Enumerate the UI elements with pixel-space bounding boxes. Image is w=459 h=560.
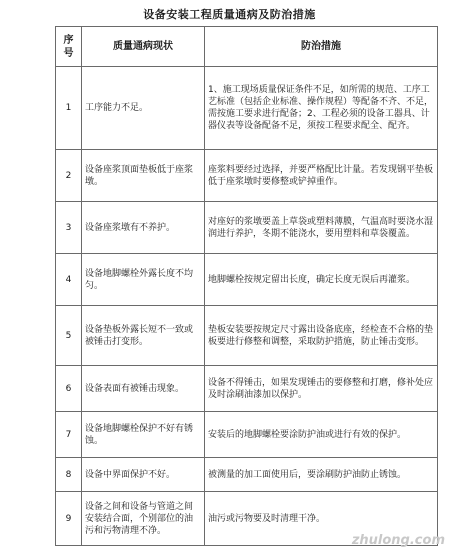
table-row [56,412,438,458]
row-issue: 设备座浆墩有不养护。 [82,202,205,254]
header-measure: 防治措施 [205,27,438,67]
row-measure: 垫板安装要按规定尺寸露出设备底座，经检查不合格的垫板要进行修整和调整，采取防护措施，防止锤击变形。 [205,306,438,366]
header-issue: 质量通病现状 [82,27,205,67]
row-no: 7 [56,412,82,458]
row-no: 8 [56,458,82,492]
row-no: 9 [56,492,82,546]
row-no: 1 [56,67,82,150]
row-issue: 设备地脚螺栓外露长度不均匀。 [82,254,205,306]
row-issue: 设备座浆顶面垫板低于座浆墩。 [82,150,205,202]
table-row [56,458,438,492]
row-measure: 1、施工现场质量保证条件不足，如所需的规范、工序工艺标准（包括企业标准、操作规程）等配备不齐、不足，需按施工要求进行配备；2、工程必须的设备工器具、计器仪表等设备配备不足，须按工程要求配全、配齐。 [205,67,438,150]
header-no: 序号 [56,27,82,67]
table-row [56,150,438,202]
row-issue: 设备地脚螺栓保护不好有锈蚀。 [82,412,205,458]
row-measure: 安装后的地脚螺栓要涂防护油或进行有效的保护。 [205,412,438,458]
row-no: 5 [56,306,82,366]
row-measure: 设备不得锤击，如果发现锤击的要修整和打磨，修补处应及时涂刷油漆加以保护。 [205,366,438,412]
row-no: 2 [56,150,82,202]
row-measure: 被测量的加工面使用后，要涂刷防护油防止锈蚀。 [205,458,438,492]
table-row [56,306,438,366]
table-row [56,366,438,412]
row-measure: 油污或污物要及时清理干净。 [205,492,438,546]
row-no: 6 [56,366,82,412]
table-row [56,202,438,254]
row-measure: 对座好的浆墩要盖上草袋或塑料薄膜，气温高时要浇水湿润进行养护，冬期不能浇水，要用塑料和草袋覆盖。 [205,202,438,254]
row-measure: 座浆料要经过选择，并要严格配比计量。若发现钢平垫板低于座浆墩时要修整或铲掉重作。 [205,150,438,202]
row-issue: 设备之间和设备与管道之间安装结合面，个别部位的油污和污物清理不净。 [82,492,205,546]
row-issue: 设备中界面保护不好。 [82,458,205,492]
row-no: 4 [56,254,82,306]
quality-table [55,26,438,546]
watermark: zhulong.com [351,533,445,548]
row-no: 3 [56,202,82,254]
table-row [56,67,438,150]
table-header-row [56,27,438,67]
row-issue: 工序能力不足。 [82,67,205,150]
table-row [56,254,438,306]
row-measure: 地脚螺栓按规定留出长度，确定长度无误后再灌浆。 [205,254,438,306]
row-issue: 设备表面有被锤击现象。 [82,366,205,412]
page-title: 设备安装工程质量通病及防治措施 [143,8,316,21]
row-issue: 设备垫板外露长短不一致或被锤击打变形。 [82,306,205,366]
